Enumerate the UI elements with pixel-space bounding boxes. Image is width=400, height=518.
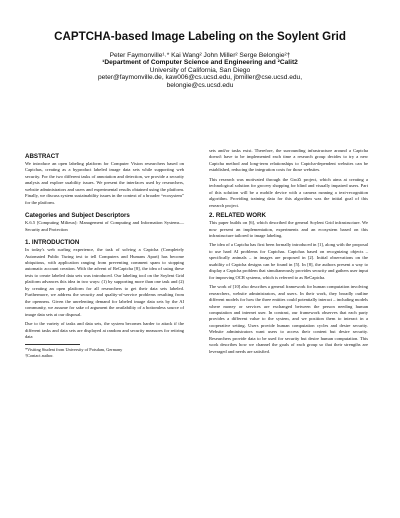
introduction-paragraph-2: Due to the variety of tasks and data sets, the system becomes harder to attack if the different tasks and data sets are displayed at random and security measures for retiring data — [25, 321, 184, 339]
footnote-contact-author: †Contact author. — [25, 353, 54, 359]
related-work-paragraph-3: The work of [10] also describes a general framework for human computation involving researchers, website administrators, and users. In their work, they broadly outline different models for how the three entities could potentially interact – including models where money or services are exchanged between the person needing human computation and internet user. In contrast, our framework observes that each party provides a different value to the system, and we position them to interact in a cooperative setting. Users provide human computation cycles and desire security. Website administrators want users to access their content but desire security. Researchers provide data to be used for security but desire human computation. This work describes how we channel the goals of each group so that their strengths are leveraged and needs are satisfied. — [209, 284, 369, 354]
footnote-rule — [25, 344, 80, 345]
introduction-heading: 1. INTRODUCTION — [25, 239, 80, 247]
author-names: Peter Faymonville¹˒* Kai Wang² John Miller² Serge Belongie²† — [109, 52, 291, 59]
affiliation-university: University of California, San Diego — [149, 66, 251, 74]
author-emails-line2: belongie@cs.ucsd.edu — [166, 81, 234, 89]
affiliation-department: ¹Department of Computer Science and Engineering and ²Calit2 — [102, 59, 298, 67]
body-paragraph-continued: sets and/or tasks exist. Therefore, the surrounding infrastructure around a Captcha doesn't have to be implemented each time a research group decides to try a new Captcha method and long-term relationships to Captcha-dependent websites can be established, reducing the integration costs for those websites. — [209, 148, 368, 173]
related-work-paragraph-2: The idea of a Captcha has first been formally introduced in [1], along with the proposal to use hard AI problems for Captchas. Captchas based on recognizing objects – specifically animals – in images are proposed in [2]. Initial observations on the usability of Captcha designs can be found in [5]. In [8], the authors present a way to display a Captcha problem that simultaneously provides security and gathers user input for improving OCR systems, which is referred to as ReCaptcha. — [209, 242, 368, 280]
abstract-text: We introduce an open labeling platform for Computer Vision researchers based on Captchas, creating as a byproduct labeled image data sets while supporting web security. For the two different tasks of annotation and detection, we provide a security analysis and explore usability issues. We present the interfaces used by researchers, website administrators and users and experimental results obtained using the platform. Finally, we discuss system sustainability issues in the context of a broader “ecosystem” for the platform. — [25, 161, 184, 205]
introduction-paragraph-1: In today's web surfing experience, the task of solving a Captcha (Completely Automated Public Turing test to tell Computers and Humans Apart) has become ubiquitous, with application ranging from preventing comment spam to stopping automatic account creation. With the advent of ReCaptcha [8], the idea of using these tests to create labeled data sets was introduced. Our labeling tool on the Soylent Grid platform advances this idea in two ways: (1) by supporting more than one task and (2) by creating an open platform for all researchers to get their data sets labeled. Furthermore, we address the security and quality-of-service problems resulting from the openness. Given the unrelenting demand for labeled image data sets by the AI community, we assume for sake of argument the availability of a bottomless source of image data sets at our disposal. — [25, 247, 184, 317]
related-work-heading: 2. RELATED WORK — [209, 212, 266, 220]
left-column — [25, 153, 184, 359]
right-column — [209, 148, 368, 355]
categories-heading: Categories and Subject Descriptors — [25, 212, 130, 220]
related-work-paragraph-1: This paper builds on [6], which described the general Soylent Grid infrastructure. We now present an implementation, experiments and an ecosystem based on this infrastructure tailored to image labeling. — [209, 220, 368, 238]
author-block — [0, 52, 400, 89]
paper-title: CAPTCHA-based Image Labeling on the Soylent Grid — [54, 30, 346, 43]
categories-text: K.6.5 [Computing Milieux]: Management of Computing and Information Systems—Security and Protection — [25, 220, 184, 232]
body-paragraph-grozi: This research was motivated through the GroZi project, which aims at creating a technological solution for grocery shopping for blind and visually impaired users. Part of this solution will be a mobile device with a camera running a text-recognition algorithm. Providing training data for this algorithm was the initial goal of this research project. — [209, 176, 368, 208]
abstract-heading: ABSTRACT — [25, 153, 60, 160]
author-emails-line1: peter@faymonville.de, kaw006@cs.ucsd.edu, jbmiller@cse.ucsd.edu, — [97, 74, 303, 82]
footnote-visiting-student: *Visiting Student from University of Potsdam, Germany — [25, 347, 123, 353]
